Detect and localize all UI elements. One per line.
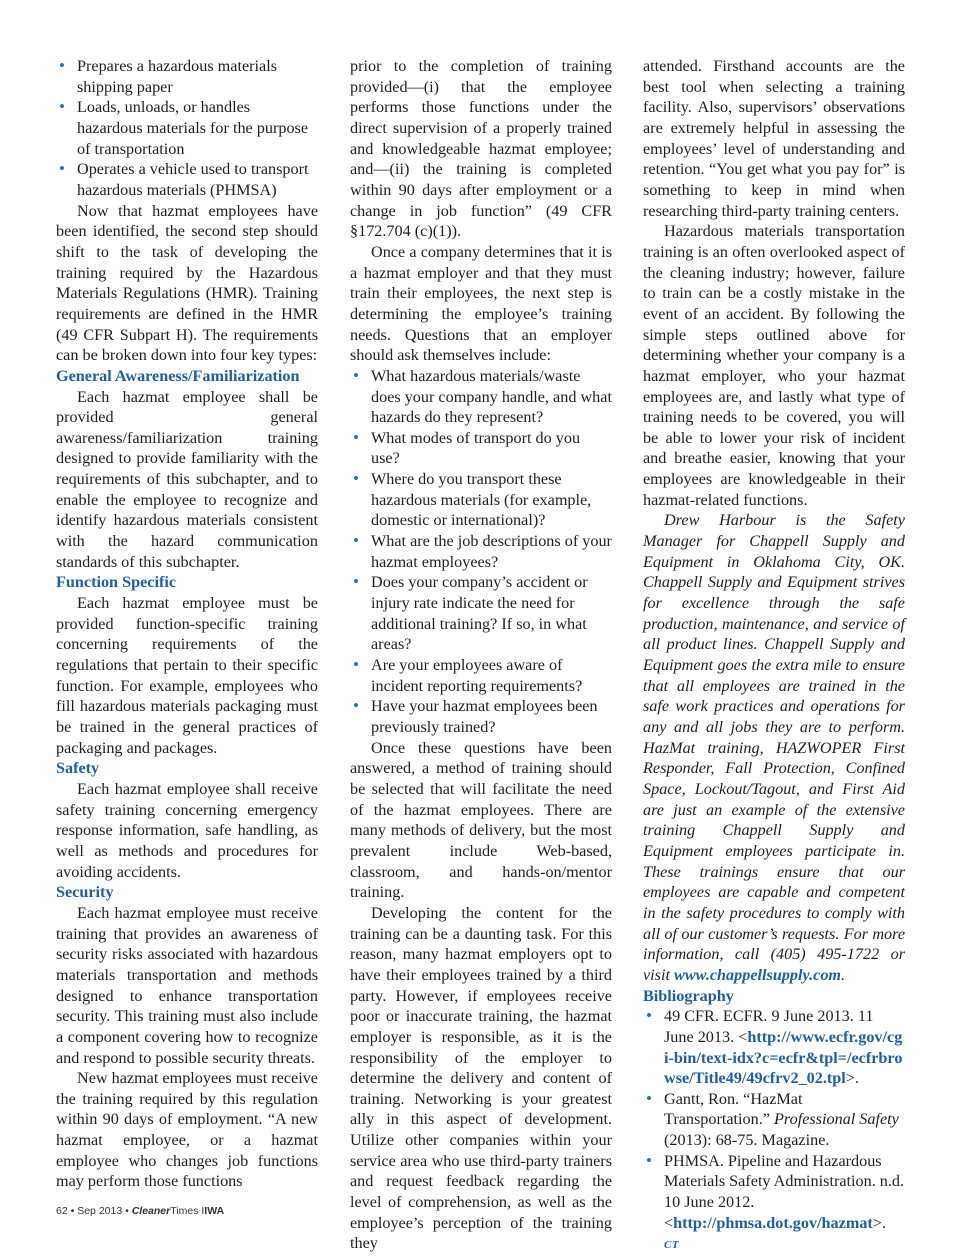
phmsa-link[interactable]: http://phmsa.dot.gov/hazmat <box>673 1213 873 1232</box>
ecfr-link[interactable]: http://www.ecfr.gov/cgi-bin/text-idx?c=ecfr&tpl=/ecfrbrowse/Title49/49cfrv2_02.tpl <box>664 1027 903 1088</box>
paragraph-intro: Now that hazmat employees have been identified, the second step should shift to the task of developing the training required by the Hazardous Materials Regulations (HMR). Training requirements are defined in the HMR (49 CFR Subpart H). The requirements can be broken down into four key types: <box>56 201 318 365</box>
list-item: • Prepares a hazardous materials shipping paper <box>56 56 318 97</box>
list-item: • Are your employees aware of incident reporting requirements? <box>350 655 612 696</box>
page-footer <box>56 1205 224 1217</box>
list-item: • Operates a vehicle used to transport hazardous materials (PHMSA) <box>56 159 318 200</box>
bibliography-text: (2013): 68-75. Magazine. <box>664 1131 830 1150</box>
paragraph-continued: prior to the completion of training provided—(i) that the employee performs those functions under the direct supervision of a properly trained and knowledgeable hazmat employee; and—(ii) the training is completed within 90 days after employment or a change in job function” (49 CFR §172.704 (c)(1)). <box>350 57 612 241</box>
employer-questions-list <box>350 366 612 738</box>
list-item: • What are the job descriptions of your hazmat employees? <box>350 531 612 572</box>
bibliography-journal: Professional Safety <box>774 1110 899 1129</box>
paragraph-new-employees: New hazmat employees must receive the training required by this regulation within 90 days of employment. “A new hazmat employee, or a hazmat employee who changes job functions may perform those functions <box>56 1069 318 1191</box>
heading-safety: Safety <box>56 759 100 778</box>
paragraph-training-needs: Once a company determines that it is a hazmat employer and that they must train their employees, the next step is determining the employee’s training needs. Questions that an employer should ask themselves include: <box>350 242 612 365</box>
heading-function-specific: Function Specific <box>56 573 177 592</box>
end-of-article-mark: CT <box>664 1239 680 1252</box>
issue-date: Sep 2013 <box>77 1205 123 1217</box>
column-1 <box>56 56 318 1192</box>
column-2 <box>350 56 612 1254</box>
hazmat-employee-duties-list <box>56 56 318 201</box>
bibliography-entry <box>643 1006 905 1089</box>
list-item: • Loads, unloads, or handles hazardous materials for the purpose of transportation <box>56 97 318 159</box>
footer-separator: • <box>70 1205 75 1217</box>
paragraph-conclusion: Hazardous materials transportation training is an often overlooked aspect of the cleaning industry; however, failure to train can be a costly mistake in the event of an accident. By following the simple steps outlined above for determining whether your company is a hazmat employer, who your hazmat employees are, and lastly what type of training needs to be covered, you will be able to lower your risk of incident and breathe easier, knowing that your employees are knowledgeable in their hazmat-related functions. <box>643 222 905 509</box>
list-item: • What hazardous materials/waste does your company handle, and what hazards do they represent? <box>350 366 612 428</box>
bibliography-text: PHMSA. Pipeline and Hazardous Materials Safety Administration. n.d. 10 June 2012. < <box>664 1151 905 1232</box>
bibliography-text: Gantt, Ron. “HazMat Transportation.” <box>664 1089 803 1129</box>
bibliography-text: >. <box>845 1069 859 1088</box>
bibliography-entry <box>643 1151 905 1256</box>
list-item: • Have your hazmat employees been previously trained? <box>350 696 612 737</box>
author-bio-end: . <box>841 965 846 984</box>
paragraph-function-specific: Each hazmat employee must be provided function-specific training concerning requirements of the regulations that pertain to their specific function. For example, employees who fill hazardous materials packaging must be trained in the general practices of packaging and packages. <box>56 594 318 757</box>
bibliography-list <box>643 1006 905 1256</box>
paragraph-security: Each hazmat employee must receive training that provides an awareness of security risks associated with hazardous materials transportation and methods designed to enhance transportation security. This training must also include a component covering how to recognize and respond to possible security threats. <box>56 903 318 1067</box>
column-3 <box>643 56 905 1256</box>
footer-separator: • <box>125 1205 129 1217</box>
magazine-brand: Cleaner <box>131 1205 171 1217</box>
bibliography-entry <box>643 1089 905 1151</box>
bibliography-text: >. <box>872 1213 886 1232</box>
bibliography-text: 49 CFR. ECFR. 9 June 2013. 11 June 2013. < <box>664 1007 874 1046</box>
page-number: 62 <box>56 1205 68 1217</box>
organization-name: IWA <box>204 1205 225 1217</box>
list-item: • Where do you transport these hazardous materials (for example, domestic or international)? <box>350 469 612 531</box>
paragraph-attended: attended. Firsthand accounts are the best tool when selecting a training facility. Also, supervisors’ observations are extremely helpful in assessing the employees’ level of understanding and retention. “You get what you pay for” is something to keep in mind when researching third-party training centers. <box>643 57 905 220</box>
footer-divider: I <box>201 1205 205 1217</box>
author-bio-text: Drew Harbour is the Safety Manager for Chappell Supply and Equipment in Oklahoma City, OK. Chappell Supply and Equipment strives for excellence through the safe production, maintenance, and service of all product lines. Chappell Supply and Equipment goes the extra mile to ensure that all employees are trained in the safe work practices and operations for any and all jobs they are to perform. HazMat training, HAZWOPER First Responder, Fall Protection, Confined Space, Lockout/Tagout, and First Aid are just an example of the extensive training Chappell Supply and Equipment employees participate in. These trainings ensure that our employees are capable and competent in the safety procedures to comply with all of our customer’s requests. For more information, call (405) 495-1722 or visit <box>643 511 905 984</box>
paragraph-safety: Each hazmat employee shall receive safety training concerning emergency response information, safe handling, as well as methods and procedures for avoiding accidents. <box>56 779 318 881</box>
list-item: • What modes of transport do you use? <box>350 428 612 469</box>
paragraph-training-content: Developing the content for the training can be a daunting task. For this reason, many hazmat employers opt to have their employees trained by a third party. However, if employees receive poor or inaccurate training, the hazmat employer is responsible, as it is the responsibility of the employer to determine the delivery and content of training. Networking is your greatest ally in this aspect of development. Utilize other companies within your service area who use third-party trainers and request feedback regarding the level of comprehension, as well as the employee’s perception of the training they <box>350 903 612 1253</box>
chappell-website-link[interactable]: www.chappellsupply.com <box>674 965 842 984</box>
author-bio <box>643 510 905 985</box>
magazine-brand-2: Times <box>170 1205 199 1217</box>
heading-security: Security <box>56 883 114 902</box>
paragraph-training-method: Once these questions have been answered, a method of training should be selected that will facilitate the need of the hazmat employees. There are many methods of delivery, but the most prevalent include Web-based, classroom, and hands-on/mentor training. <box>350 738 612 902</box>
heading-general-awareness: General Awareness/Familiarization <box>56 366 300 385</box>
heading-bibliography: Bibliography <box>643 986 734 1005</box>
paragraph-general-awareness: Each hazmat employee shall be provided general awareness/familiarization training designed to provide familiarity with the requirements of this subchapter, and to enable the employee to recognize and identify hazardous materials consistent with the hazard communication standards of this subchapter. <box>56 387 318 571</box>
list-item: • Does your company’s accident or injury rate indicate the need for additional training? If so, in what areas? <box>350 572 612 655</box>
